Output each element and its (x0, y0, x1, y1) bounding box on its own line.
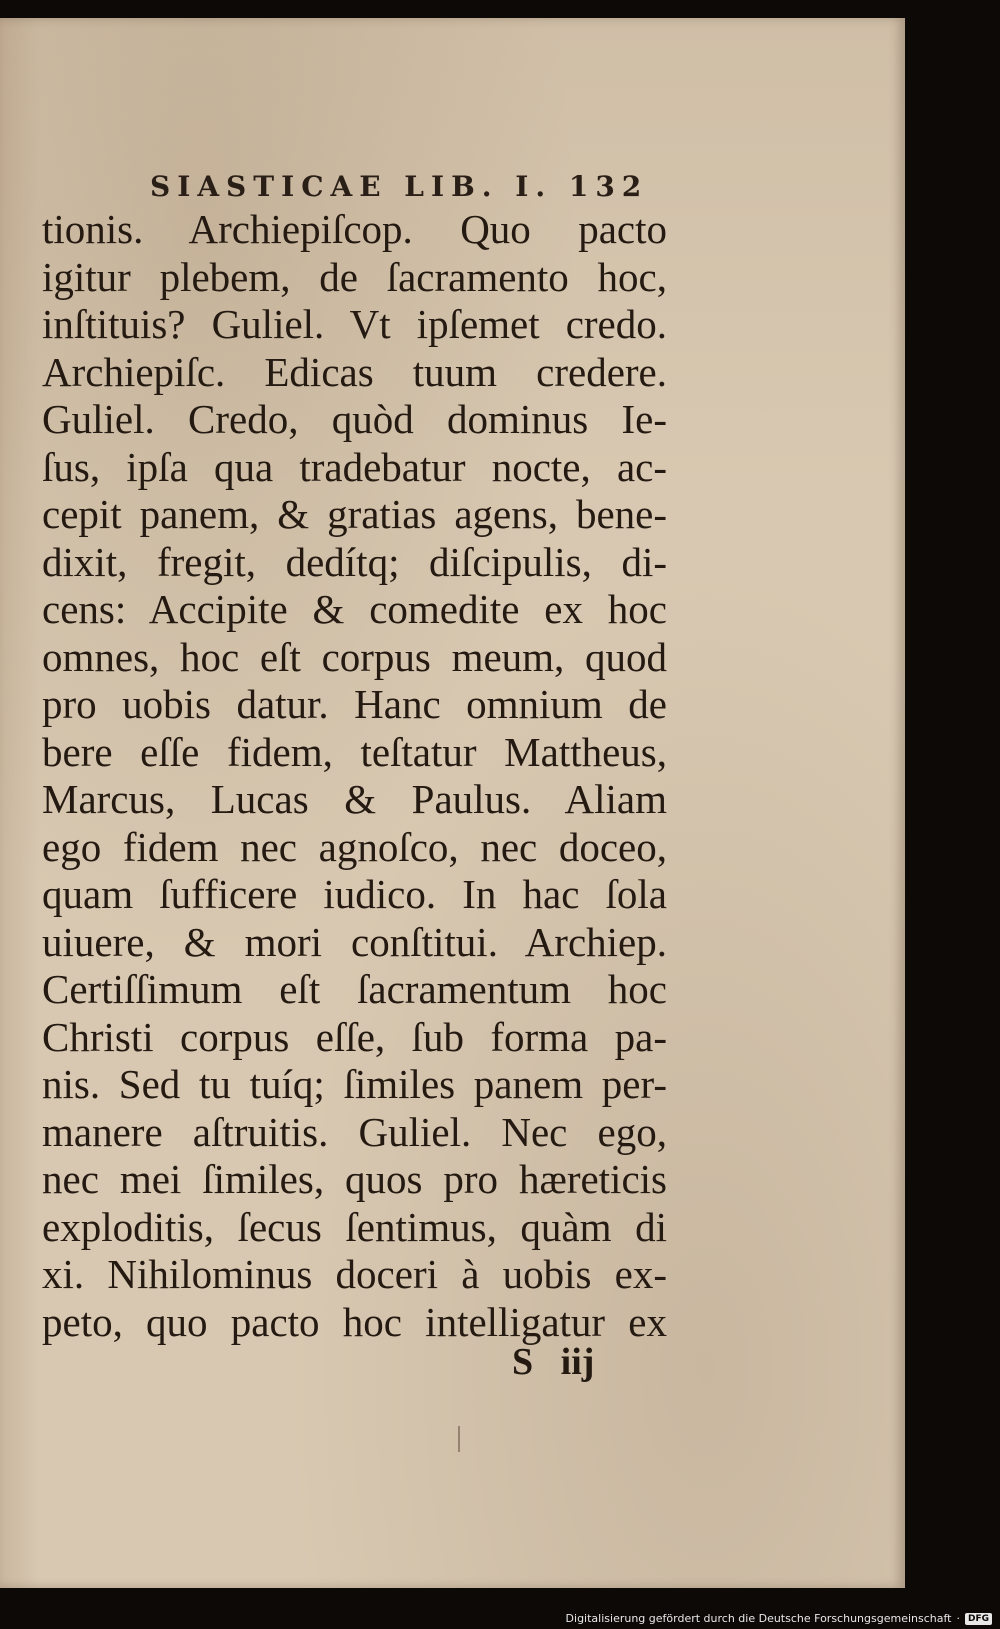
running-head: SIASTICAE LIB. I. 132 (150, 170, 649, 203)
text-line: Certiſſimum eſt ſacramentum hoc (42, 966, 667, 1012)
dfg-logo-icon: DFG (965, 1613, 992, 1625)
text-line: quam ſufficere iudico. In hac ſola (42, 871, 667, 917)
text-line: cepit panem, & gratias agens, bene- (42, 491, 667, 537)
book-page (0, 18, 905, 1588)
text-line: ſus, ipſa qua tradebatur nocte, ac- (42, 443, 667, 490)
text-line: Guliel. Credo, quòd dominus Ie- (42, 396, 667, 442)
text-line: manere aſtruitis. Guliel. Nec ego, (42, 1108, 667, 1155)
text-block (42, 206, 667, 1346)
text-line: Archiepiſc. Edicas tuum credere. (42, 348, 667, 395)
text-line: Marcus, Lucas & Paulus. Aliam (42, 776, 667, 822)
signature-mark: S iij (512, 1341, 595, 1383)
text-line: bere eſſe fidem, teſtatur Mattheus, (42, 728, 667, 775)
text-line: uiuere, & mori conſtitui. Archiep. (42, 918, 667, 965)
text-line: dixit, fregit, dedítq; diſcipulis, di- (42, 538, 667, 585)
text-line: nis. Sed tu tuíq; ſimiles panem per- (42, 1061, 667, 1107)
text-line: ego fidem nec agnoſco, nec doceo, (42, 823, 667, 870)
text-line: tionis. Archiepiſcop. Quo pacto (42, 206, 667, 252)
text-line: omnes, hoc eſt corpus meum, quod (42, 633, 667, 680)
text-line: cens: Accipite & comedite ex hoc (42, 586, 667, 632)
text-line: igitur plebem, de ſacramento hoc, (42, 253, 667, 300)
text-line: inſtituis? Guliel. Vt ipſemet credo. (42, 301, 667, 347)
pencil-mark (458, 1426, 460, 1452)
text-line: nec mei ſimiles, quos pro hæreticis (42, 1156, 667, 1202)
text-line: xi. Nihilominus doceri à uobis ex- (42, 1251, 667, 1297)
footer-credit: Digitalisierung gefördert durch die Deutsche Forschungsgemeinschaft (565, 1612, 952, 1625)
text-line: exploditis, ſecus ſentimus, quàm di (42, 1203, 667, 1250)
text-line: Christi corpus eſſe, ſub forma pa- (42, 1013, 667, 1060)
text-line: pro uobis datur. Hanc omnium de (42, 681, 667, 727)
text-line: peto, quo pacto hoc intelligatur ex (42, 1298, 667, 1345)
digitization-footer: Digitalisierung gefördert durch die Deutsche Forschungsgemeinschaft · DFG (566, 1612, 992, 1625)
